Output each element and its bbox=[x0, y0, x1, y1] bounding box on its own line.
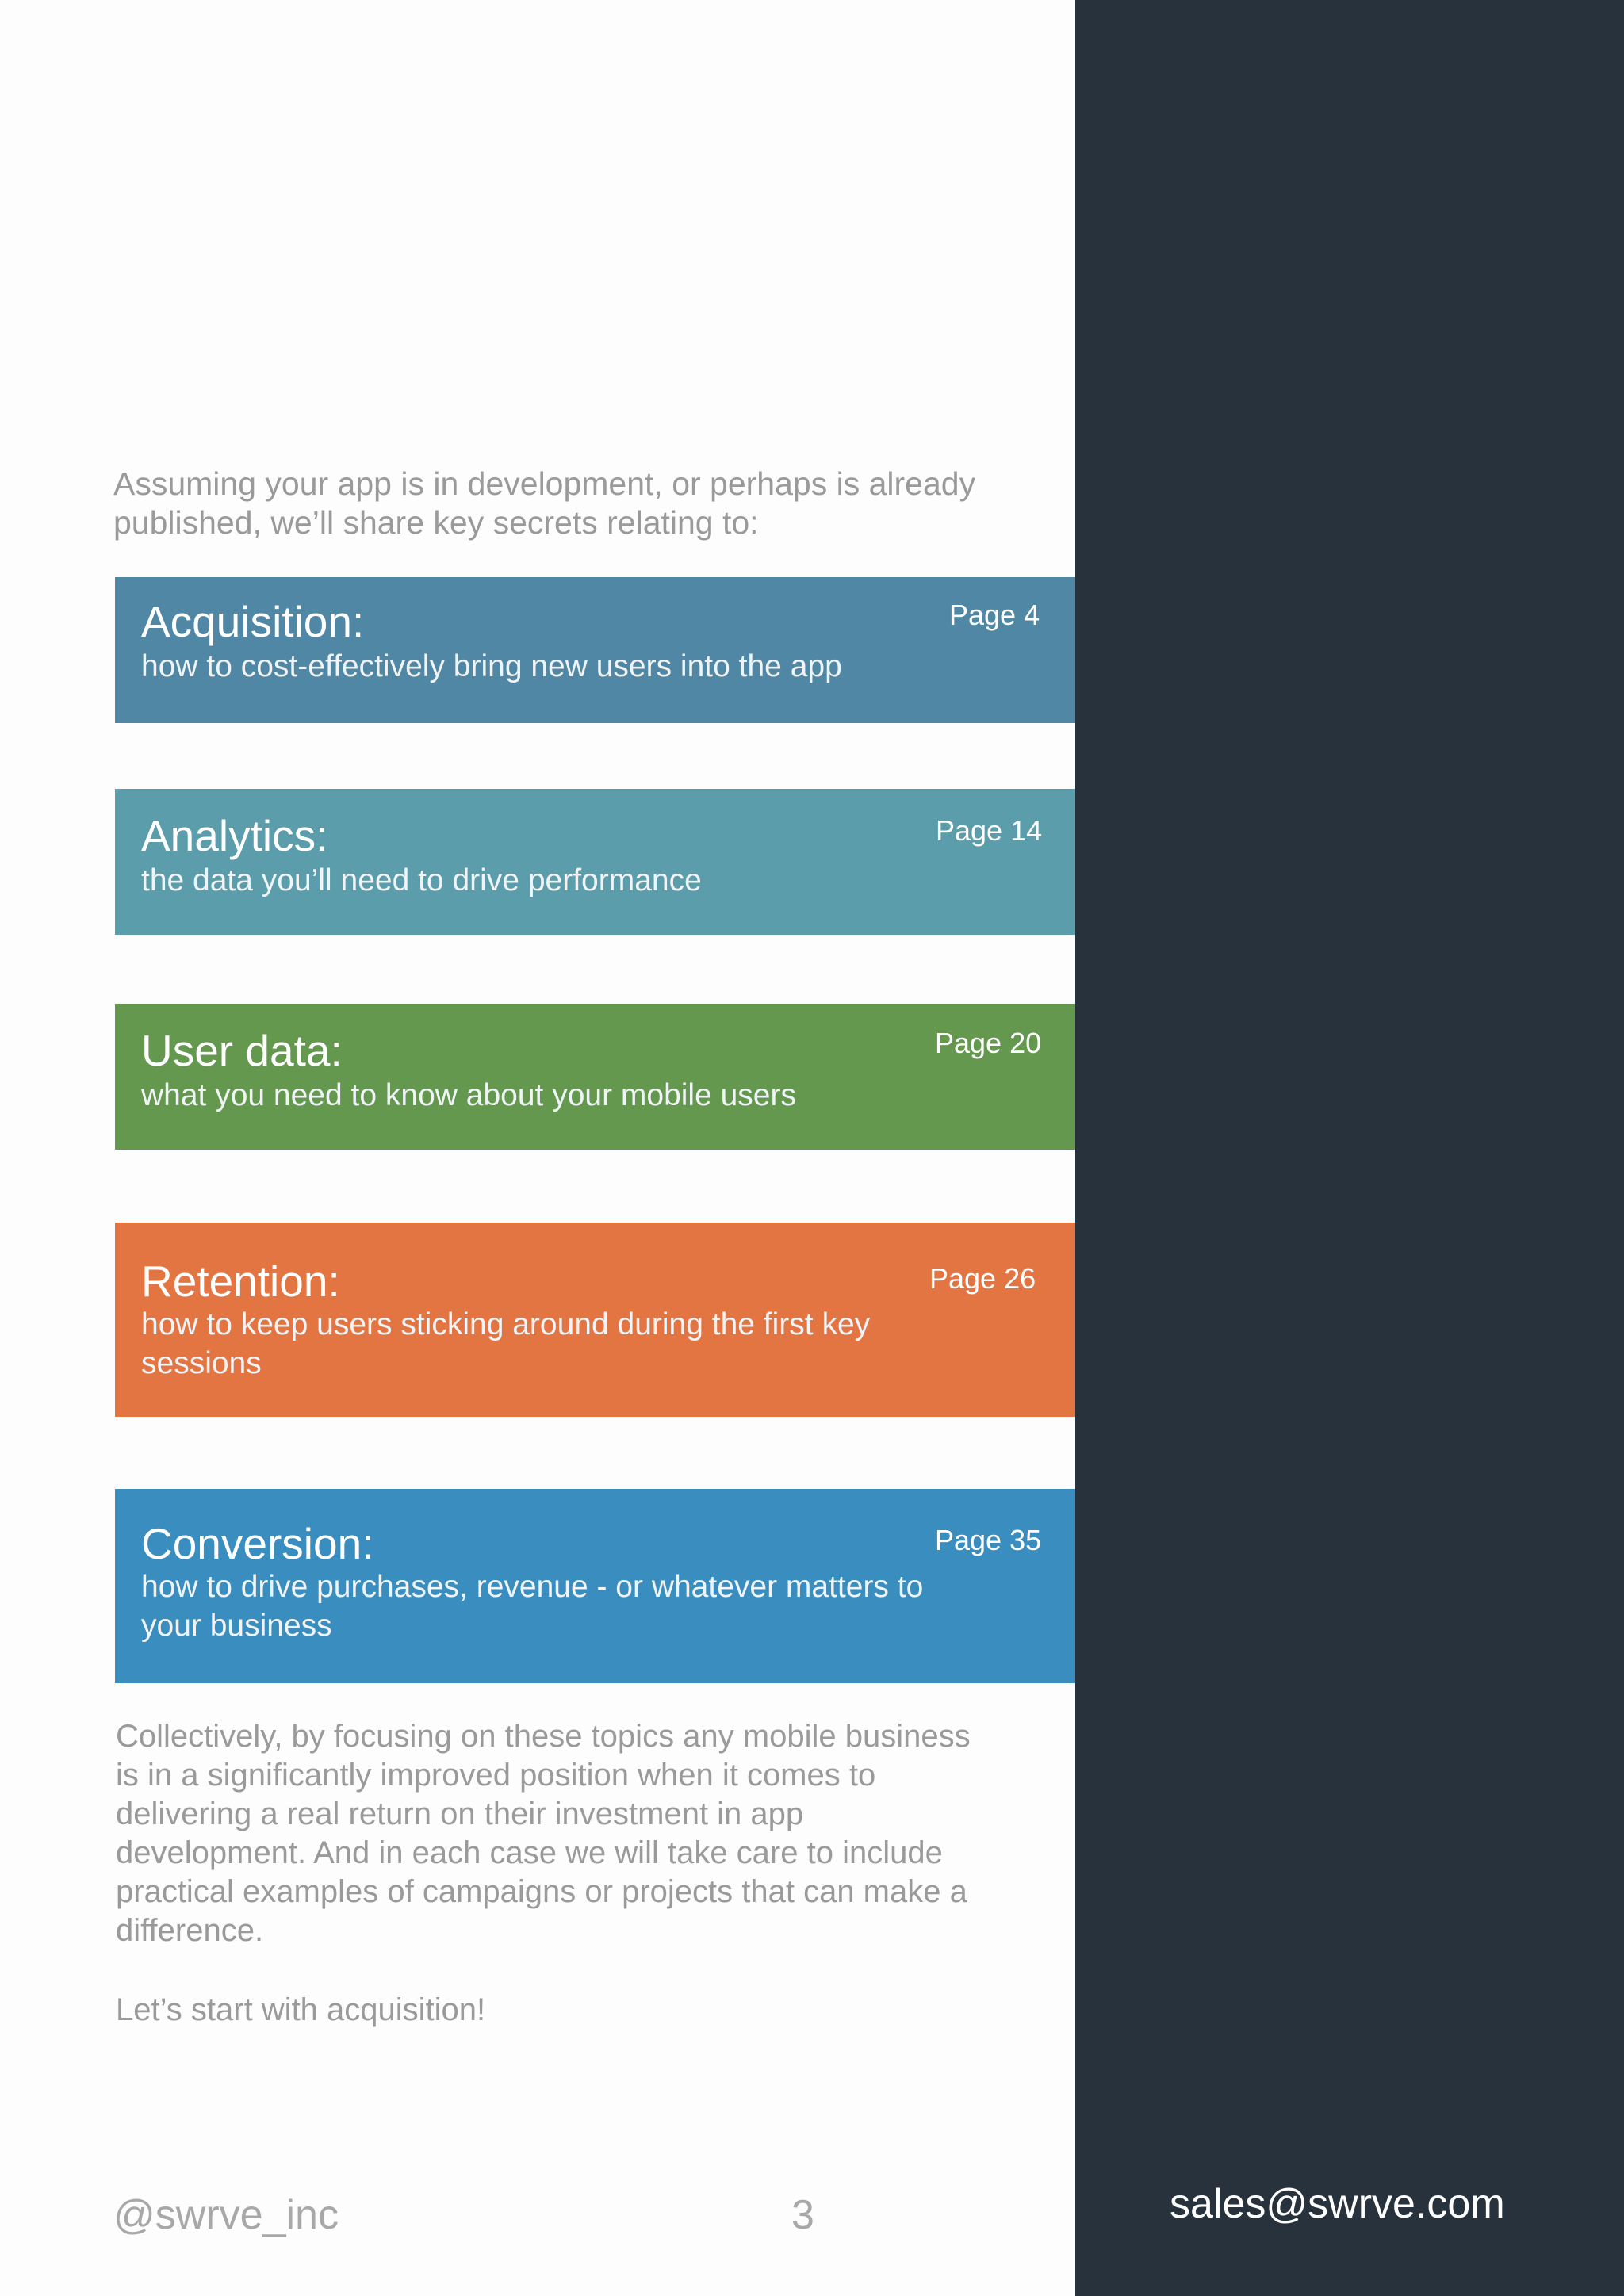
topic-title: Conversion: bbox=[141, 1519, 374, 1568]
summary-text: Collectively, by focusing on these topics any mobile business is in a significantly improved position when it comes to delivering a real return on their investment in app development. And in each case we will take care to include practical examples of campaigns or projects that can make a difference. bbox=[116, 1719, 971, 1948]
topic-title: Acquisition: bbox=[141, 597, 365, 646]
topic-page-link[interactable]: Page 14 bbox=[936, 814, 1043, 847]
topic-title: User data: bbox=[141, 1026, 343, 1075]
topic-description: the data you’ll need to drive performance bbox=[141, 863, 702, 897]
intro-text: Assuming your app is in development, or perhaps is already published, we’ll share key secrets relating to: bbox=[113, 465, 976, 541]
topic-title: Retention: bbox=[141, 1257, 340, 1306]
topic-page-link[interactable]: Page 20 bbox=[935, 1027, 1042, 1059]
topic-card-analytics[interactable] bbox=[115, 789, 1075, 935]
topic-card-acquisition[interactable] bbox=[115, 577, 1075, 723]
sidebar-panel bbox=[1075, 0, 1624, 2296]
topic-description: how to cost-effectively bring new users into the app bbox=[141, 649, 842, 683]
social-handle[interactable]: @swrve_inc bbox=[113, 2192, 339, 2238]
topic-description: how to keep users sticking around during the first key sessions bbox=[141, 1307, 871, 1380]
contact-email[interactable]: sales@swrve.com bbox=[1170, 2181, 1505, 2227]
topic-page-link[interactable]: Page 4 bbox=[949, 599, 1040, 631]
topic-description: how to drive purchases, revenue - or whatever matters to your business bbox=[141, 1570, 924, 1643]
topic-page-link[interactable]: Page 26 bbox=[929, 1262, 1036, 1295]
topic-card-retention[interactable] bbox=[115, 1223, 1075, 1417]
topic-page-link[interactable]: Page 35 bbox=[935, 1524, 1042, 1556]
call-to-action-text: Let’s start with acquisition! bbox=[116, 1992, 486, 2027]
page-number: 3 bbox=[791, 2192, 814, 2238]
topic-card-user-data[interactable] bbox=[115, 1004, 1075, 1150]
topic-card-conversion[interactable] bbox=[115, 1489, 1075, 1683]
topic-description: what you need to know about your mobile users bbox=[141, 1078, 796, 1112]
topic-title: Analytics: bbox=[141, 811, 328, 860]
